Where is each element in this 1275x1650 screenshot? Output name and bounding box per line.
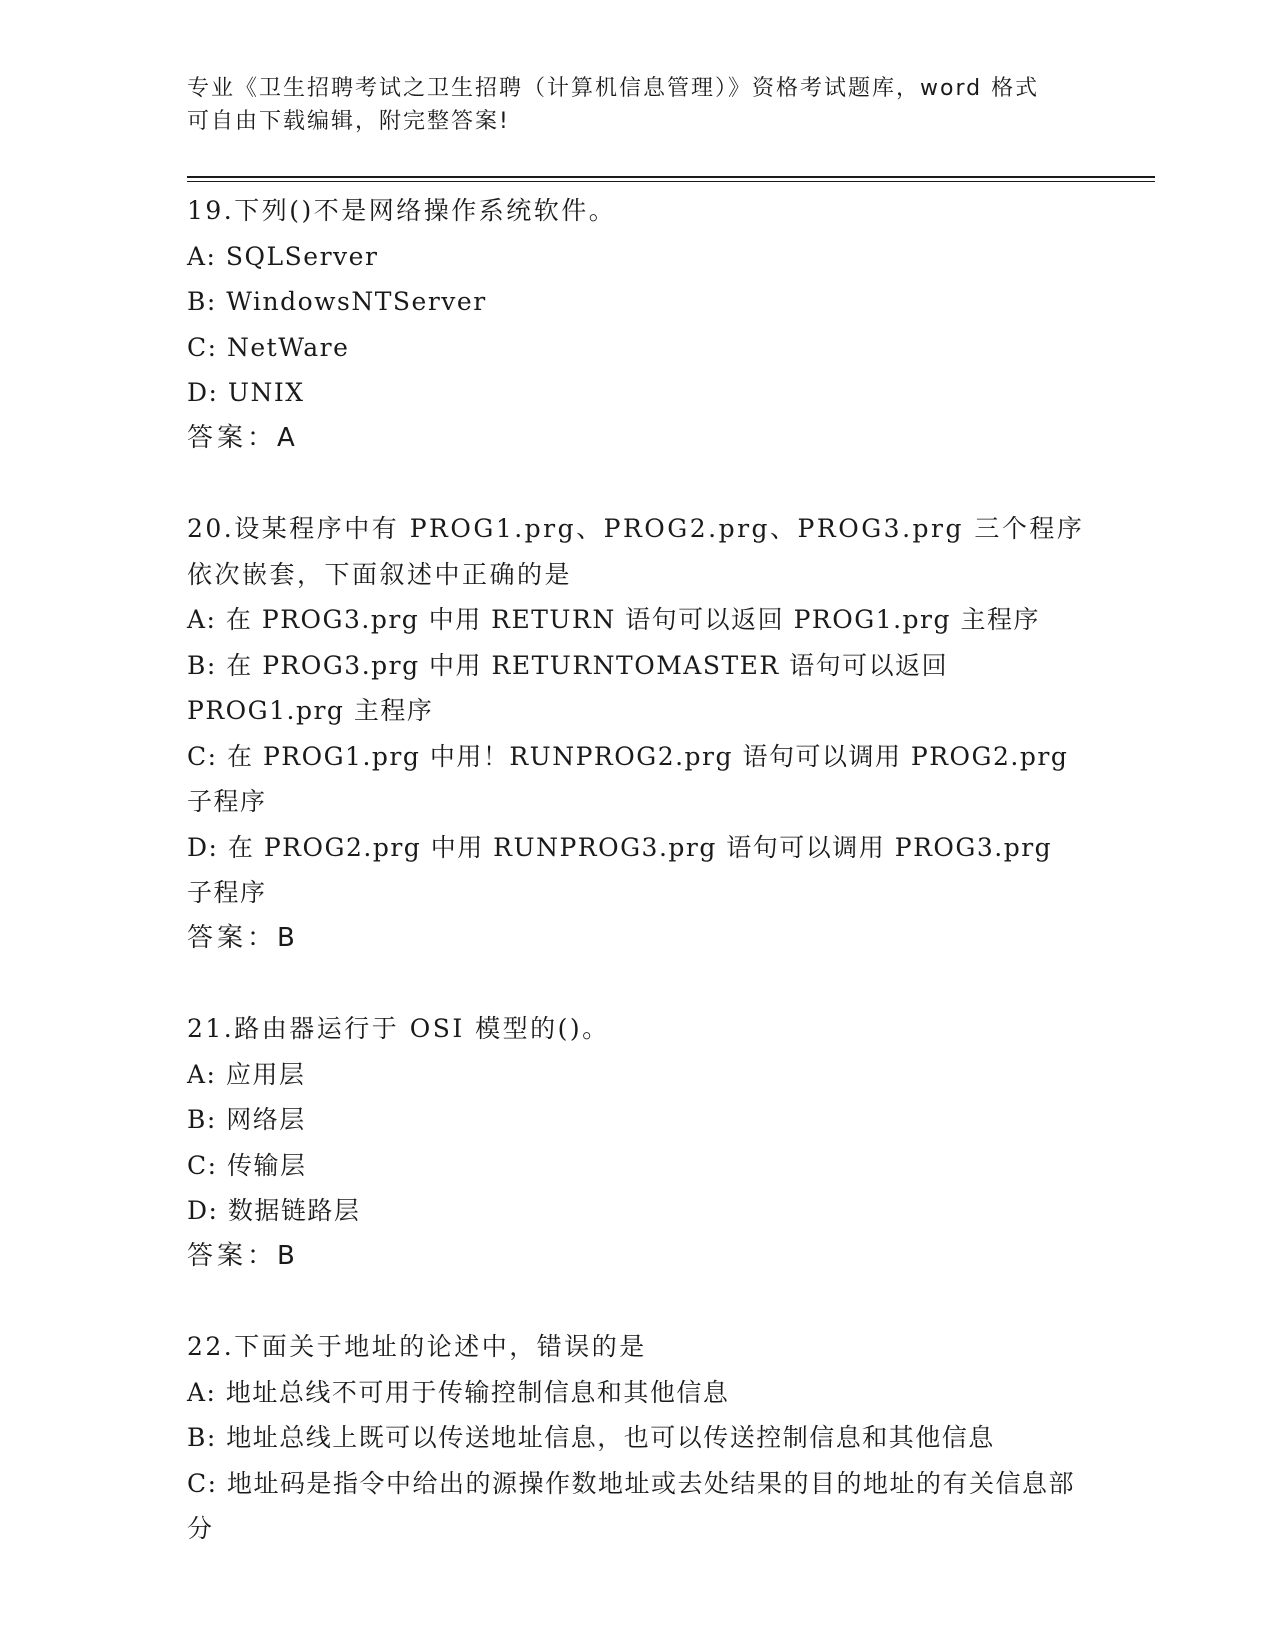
- answer-value: B: [277, 1240, 296, 1271]
- question-21: [187, 1006, 1087, 1279]
- option-a: A: 应用层: [187, 1059, 306, 1089]
- option-d: D: 数据链路层: [187, 1196, 361, 1225]
- answer-line: [187, 916, 1087, 962]
- option-a: A: SQLServer: [187, 241, 379, 271]
- answer-value: B: [277, 922, 296, 953]
- question-list: [187, 188, 1087, 1552]
- answer-line: [187, 1234, 1087, 1280]
- option-c: C: 传输层: [187, 1150, 307, 1180]
- answer-value: A: [277, 422, 296, 453]
- question-stem: 19.下列()不是网络操作系统软件。: [187, 196, 617, 225]
- question-19: [187, 188, 1087, 461]
- question-stem: 22.下面关于地址的论述中，错误的是: [187, 1332, 647, 1361]
- option-c: C: NetWare: [187, 332, 350, 362]
- option-a: A: 在 PROG3.prg 中用 RETURN 语句可以返回 PROG1.prg 主程序: [187, 605, 1040, 634]
- option-b: B: 地址总线上既可以传送地址信息，也可以传送控制信息和其他信息: [187, 1423, 995, 1452]
- option-b: B: WindowsNTServer: [187, 287, 487, 316]
- option-b: B: 网络层: [187, 1105, 306, 1134]
- header-divider-thick: [187, 176, 1155, 178]
- option-d: D: UNIX: [187, 378, 305, 407]
- question-stem: 20.设某程序中有 PROG1.prg、PROG2.prg、PROG3.prg 三个程序依次嵌套，下面叙述中正确的是: [187, 514, 1085, 589]
- document-header: [187, 72, 1067, 138]
- answer-label: 答案：: [187, 922, 278, 953]
- option-c: C: 在 PROG1.prg 中用！RUNPROG2.prg 语句可以调用 PROG2.prg 子程序: [187, 741, 1078, 816]
- answer-label: 答案：: [187, 422, 278, 453]
- question-stem: 21.路由器运行于 OSI 模型的()。: [187, 1014, 610, 1043]
- option-d: D: 在 PROG2.prg 中用 RUNPROG3.prg 语句可以调用 PROG3.prg 子程序: [187, 832, 1062, 907]
- option-b: B: 在 PROG3.prg 中用 RETURNTOMASTER 语句可以返回 PROG1.prg 主程序: [187, 650, 958, 725]
- option-c: C: 地址码是指令中给出的源操作数地址或去处结果的目的地址的有关信息部分: [187, 1468, 1076, 1543]
- answer-line: [187, 416, 1087, 462]
- question-22: [187, 1324, 1087, 1552]
- option-a: A: 地址总线不可用于传输控制信息和其他信息: [187, 1377, 730, 1407]
- header-line-1: 专业《卫生招聘考试之卫生招聘（计算机信息管理）》资格考试题库，word 格式: [187, 76, 1040, 101]
- answer-label: 答案：: [187, 1240, 278, 1271]
- question-20: [187, 506, 1087, 961]
- header-divider-thin: [187, 181, 1155, 182]
- header-line-2: 可自由下载编辑，附完整答案!: [187, 109, 510, 134]
